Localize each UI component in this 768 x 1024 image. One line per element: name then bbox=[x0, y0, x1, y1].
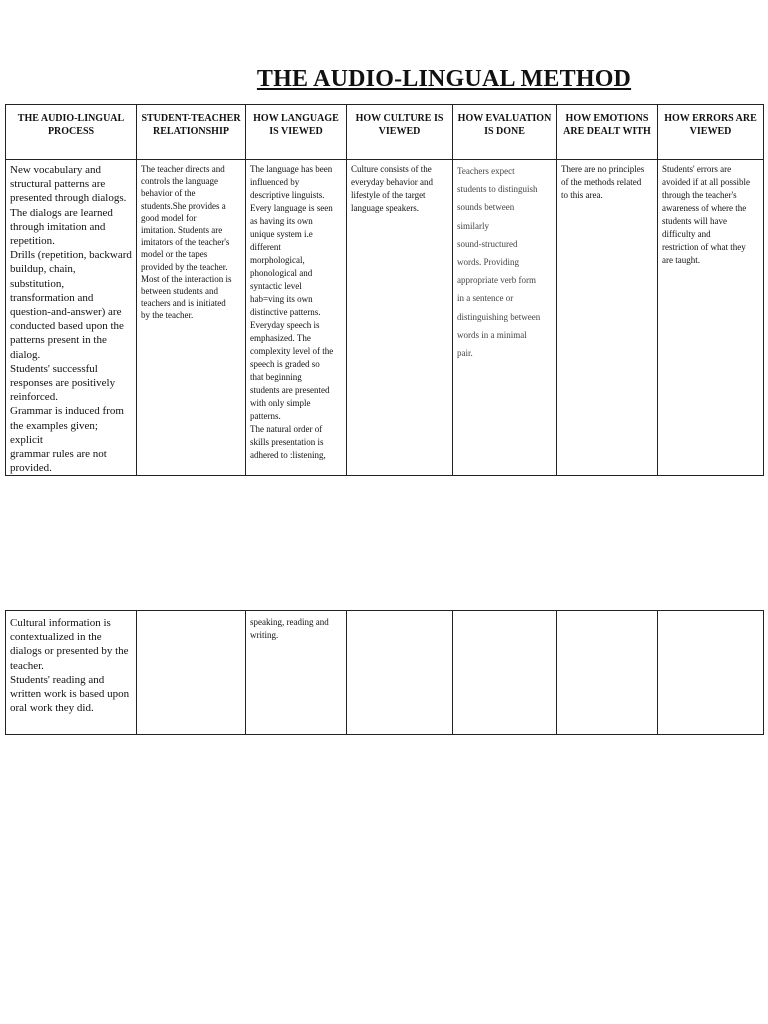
header-audio-lingual-process: THE AUDIO-LINGUAL PROCESS bbox=[6, 105, 137, 160]
header-how-culture-is-viewed: HOW CULTURE IS VIEWED bbox=[347, 105, 453, 160]
cell-how-emotions-are-dealt-with: There are no principles of the methods related to this area. bbox=[557, 160, 658, 476]
cell-student-teacher-relationship: The teacher directs and controls the language behavior of the students.She provides a good model for imitation. Students are imitators of the teacher's model or the tapes provided by the teacher. Most of the interaction is between students and teachers and is initiated by the teacher. bbox=[137, 160, 246, 476]
cell-how-errors-are-viewed: Students' errors are avoided if at all possible through the teacher's awareness of where the students will have difficulty and restriction of what they are taught. bbox=[658, 160, 764, 476]
cell-how-culture-is-viewed: Culture consists of the everyday behavior and lifestyle of the target language speakers. bbox=[347, 160, 453, 476]
cell-audio-lingual-process-continued: Cultural information is contextualized in the dialogs or presented by the teacher. Students' reading and written work is based upon oral work they did. bbox=[6, 611, 137, 735]
header-how-errors-are-viewed: HOW ERRORS ARE VIEWED bbox=[658, 105, 764, 160]
cell-how-evaluation-is-done-continued bbox=[453, 611, 557, 735]
cell-how-language-is-viewed: The language has been influenced by descriptive linguists. Every language is seen as having its own unique system i.e different morphological, phonological and syntactic level hab=ving its own distinctive patterns. Everyday speech is emphasized. The complexity level of the speech is graded so that beginning students are presented with only simple patterns. The natural order of skills presentation is adhered to :listening, bbox=[246, 160, 347, 476]
header-row bbox=[6, 105, 764, 160]
header-how-emotions-are-dealt-with: HOW EMOTIONS ARE DEALT WITH bbox=[557, 105, 658, 160]
header-how-language-is-viewed: HOW LANGUAGE IS VIEWED bbox=[246, 105, 347, 160]
cell-how-culture-is-viewed-continued bbox=[347, 611, 453, 735]
cell-how-emotions-are-dealt-with-continued bbox=[557, 611, 658, 735]
header-how-evaluation-is-done: HOW EVALUATION IS DONE bbox=[453, 105, 557, 160]
cell-audio-lingual-process: New vocabulary and structural patterns are presented through dialogs. The dialogs are learned through imitation and repetition. Drills (repetition, backward buildup, chain, substitution, transformation and question-and-answer) are conducted based upon the patterns present in the dialog. Students' successful responses are positively reinforced. Grammar is induced from the examples given; explicit grammar rules are not provided. bbox=[6, 160, 137, 476]
cell-how-language-is-viewed-continued: speaking, reading and writing. bbox=[246, 611, 347, 735]
cell-how-errors-are-viewed-continued bbox=[658, 611, 764, 735]
header-student-teacher-relationship: STUDENT-TEACHER RELATIONSHIP bbox=[137, 105, 246, 160]
table-row bbox=[6, 611, 764, 735]
cell-student-teacher-relationship-continued bbox=[137, 611, 246, 735]
method-table-part-2 bbox=[5, 610, 764, 735]
page-title: THE AUDIO-LINGUAL METHOD bbox=[256, 66, 632, 92]
table-row bbox=[6, 160, 764, 476]
method-table-part-1 bbox=[5, 104, 764, 476]
cell-how-evaluation-is-done: Teachers expect students to distinguish sounds between similarly sound-structured words. Providing appropriate verb form in a sentence or distinguishing between words in a minimal pair. bbox=[453, 160, 557, 476]
